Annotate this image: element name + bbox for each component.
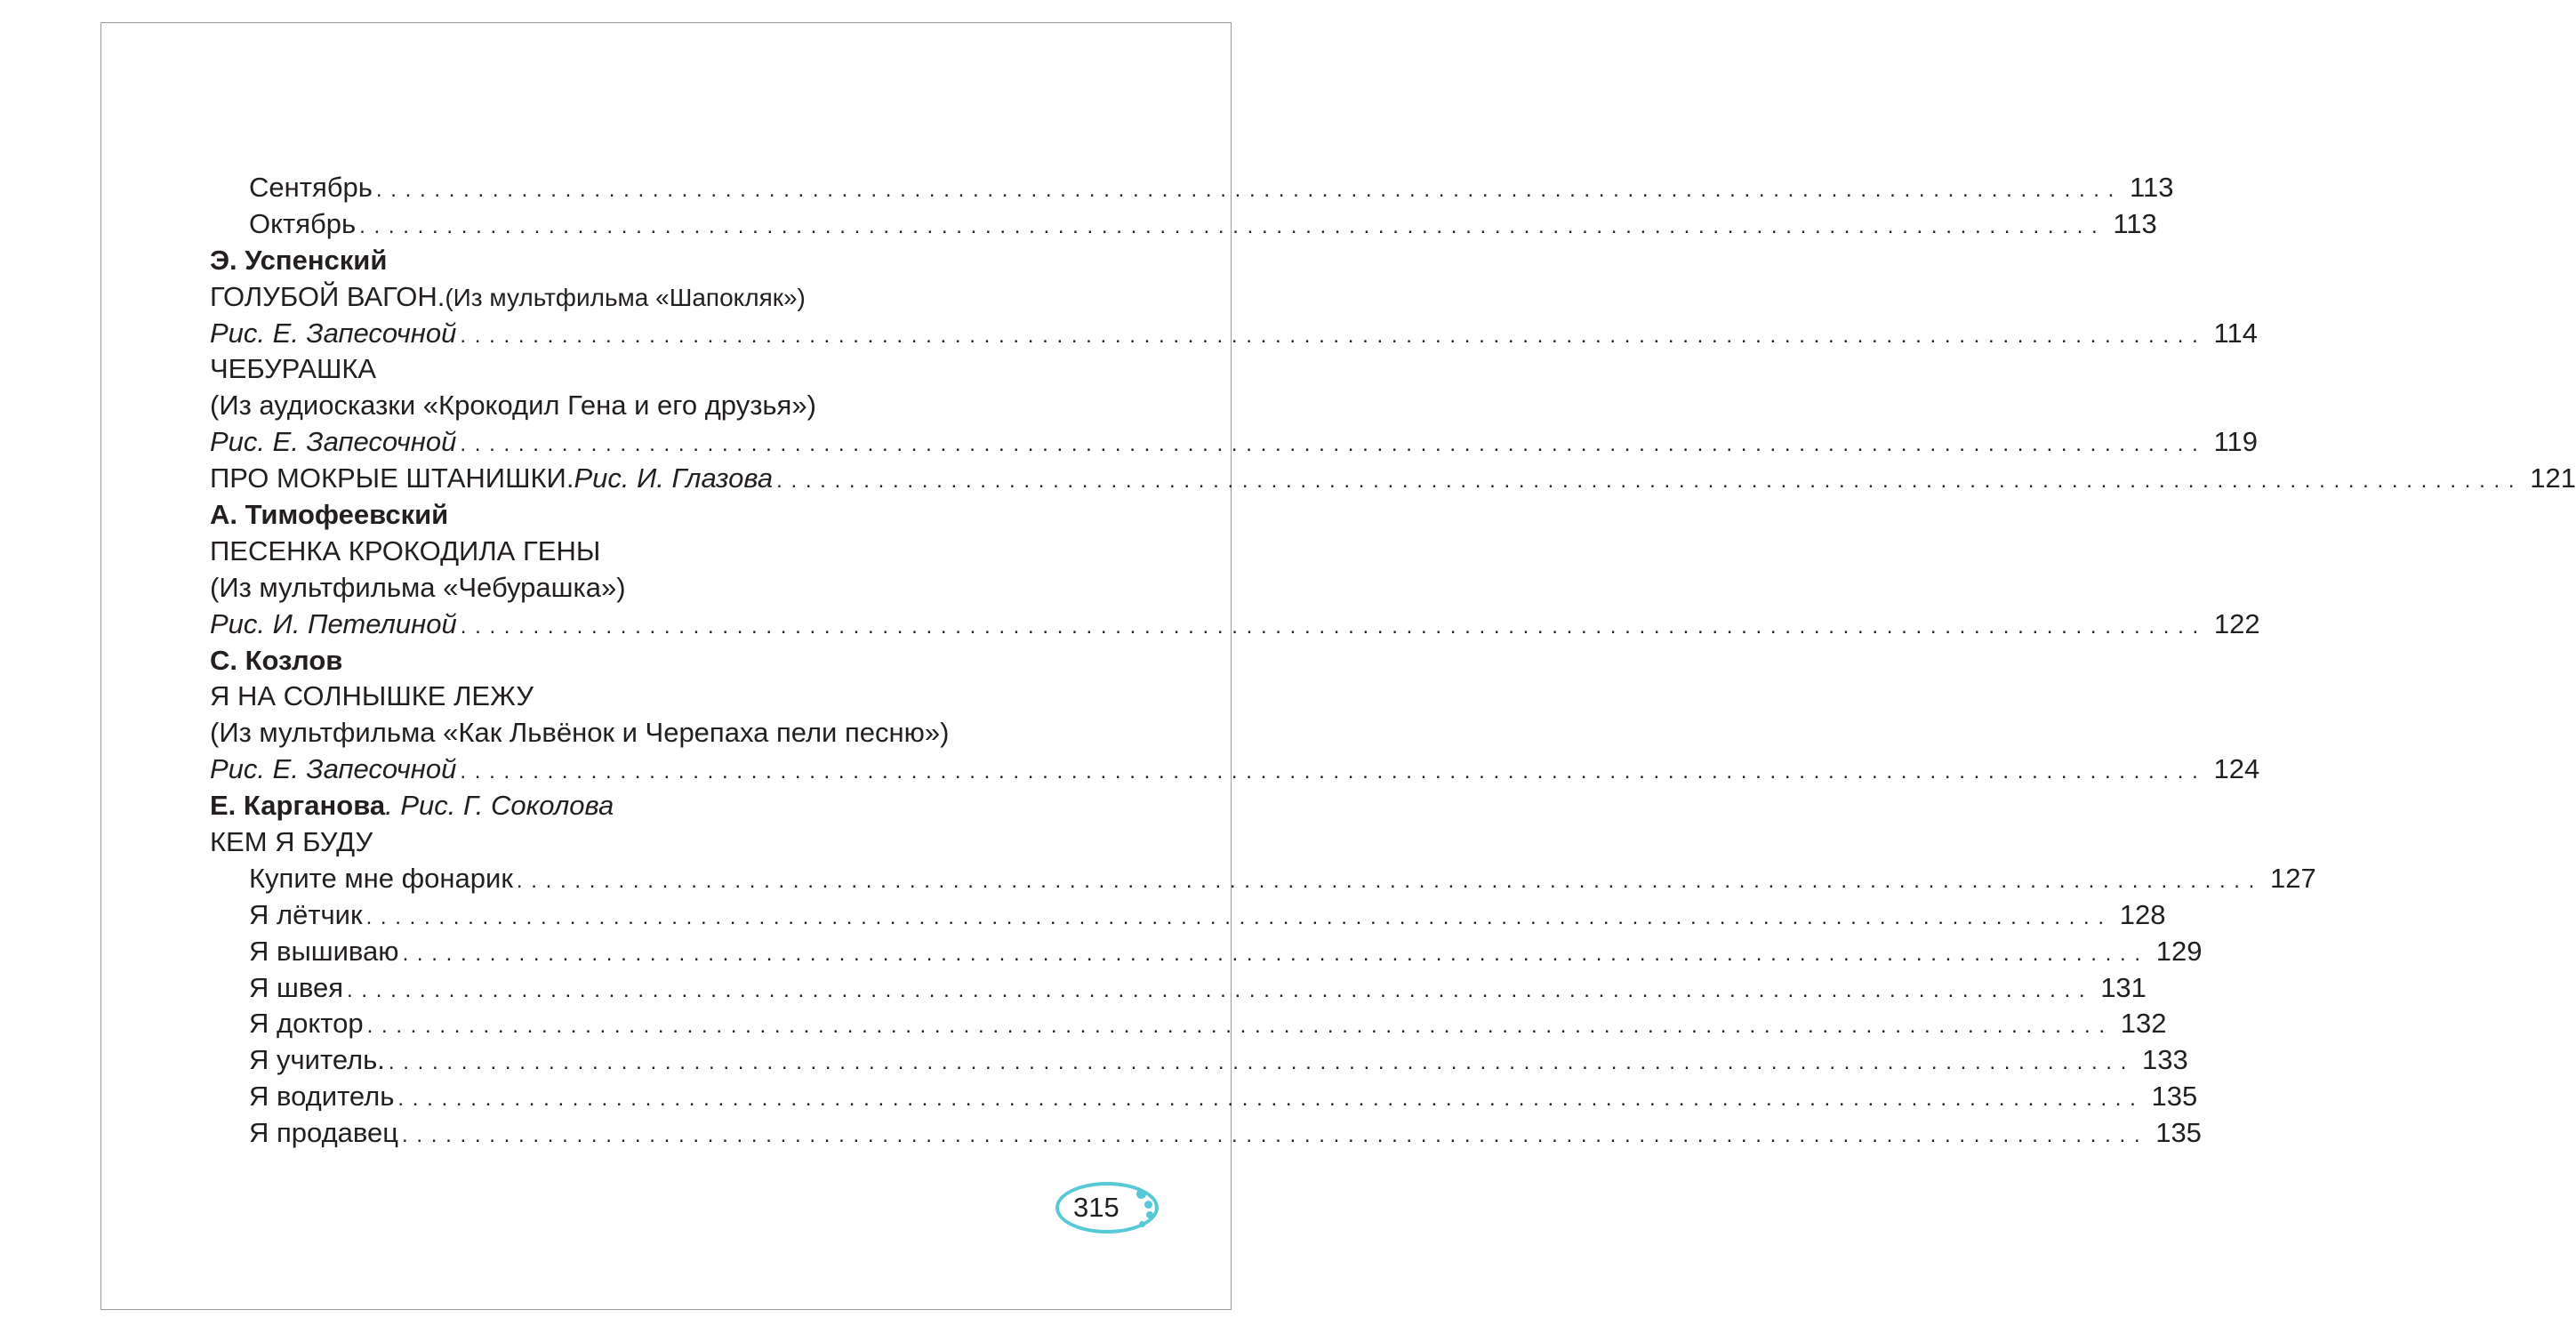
page-number-badge	[1055, 1182, 1159, 1234]
toc-line	[210, 1079, 2198, 1115]
toc-line	[210, 570, 1076, 607]
toc-line	[210, 497, 1076, 534]
dot-leader: ........................................................................................................................	[776, 469, 2524, 494]
dot-leader: ........................................................................................................................	[365, 904, 2113, 929]
toc-page-number: 113	[2113, 207, 2157, 239]
toc-title: Октябрь	[249, 207, 357, 239]
toc-line	[210, 970, 2147, 1007]
toc-line	[210, 243, 1076, 279]
dot-leader: ........................................................................................................................	[366, 1014, 2114, 1039]
toc-title: Я лётчик	[249, 898, 363, 930]
toc-page-number: 119	[2213, 426, 2258, 458]
toc-page-number: 122	[2213, 607, 2260, 639]
toc-page-number: 113	[2130, 172, 2174, 203]
toc-line	[210, 607, 2260, 643]
toc-line	[210, 861, 2316, 897]
toc-title: ГОЛУБОЙ ВАГОН.	[210, 280, 445, 312]
toc-line	[210, 351, 1076, 388]
dot-leader: ........................................................................................................................	[460, 432, 2207, 457]
toc-title: Рис. И. Петелиной	[210, 607, 457, 639]
toc-title: (Из мультфильма «Как Львёнок и Черепаха пели песню»)	[210, 717, 950, 749]
toc-title: Э. Успенский	[210, 244, 388, 276]
badge-dot-2	[1144, 1201, 1152, 1209]
toc-line	[210, 751, 2260, 788]
toc-title: Купите мне фонарик	[249, 862, 513, 894]
toc-title: ПЕСЕНКА КРОКОДИЛА ГЕНЫ	[210, 534, 601, 567]
toc-line	[210, 643, 1076, 679]
toc-line	[210, 715, 1076, 751]
toc-line	[210, 534, 1076, 570]
toc-title: Рис. Е. Запесочной	[210, 317, 457, 349]
dot-leader: ........................................................................................................................	[516, 868, 2264, 893]
toc-line	[210, 1042, 2188, 1079]
toc-line	[210, 824, 1076, 861]
badge-dot-3	[1146, 1211, 1153, 1218]
toc-title: Я швея	[249, 971, 344, 1003]
toc-line	[210, 1115, 2202, 1152]
toc-line	[210, 934, 2203, 970]
toc-title: Рис. Е. Запесочной	[210, 753, 457, 785]
toc-title: Я НА СОЛНЫШКЕ ЛЕЖУ	[210, 680, 534, 712]
toc-title: А. Тимофеевский	[210, 499, 449, 531]
toc-line	[210, 424, 2258, 461]
dot-leader: ........................................................................................................................	[460, 323, 2207, 348]
toc-line	[210, 316, 2258, 352]
toc-page-number: 114	[2213, 317, 2258, 349]
table-of-contents	[210, 170, 2576, 1152]
toc-illustrator: Рис. И. Глазова	[574, 462, 774, 494]
toc-line	[210, 461, 2576, 497]
toc-title: С. Козлов	[210, 644, 343, 676]
badge-dot-1	[1136, 1189, 1146, 1199]
toc-title: Я продавец	[249, 1117, 399, 1149]
dot-leader: ........................................................................................................................	[460, 614, 2207, 639]
toc-line	[210, 388, 1076, 424]
toc-title: (Из аудиосказки «Крокодил Гена и его друзья»)	[210, 390, 816, 422]
badge-dot-4	[1139, 1221, 1145, 1227]
toc-title: Сентябрь	[249, 172, 373, 203]
dot-leader: ........................................................................................................................	[359, 213, 2107, 238]
toc-title: Рис. Е. Запесочной	[210, 426, 457, 458]
toc-page-number: 121	[2530, 462, 2576, 494]
toc-line	[210, 1006, 2167, 1042]
toc-page-number: 129	[2155, 935, 2203, 967]
toc-page-number: 124	[2213, 753, 2260, 785]
toc-title: Я доктор	[249, 1008, 364, 1040]
toc-title: Я вышиваю	[249, 935, 399, 967]
toc-title: (Из мультфильма «Чебурашка»)	[210, 571, 626, 603]
toc-note: (Из мультфильма «Шапокляк»)	[445, 283, 806, 311]
toc-line	[210, 170, 2174, 206]
toc-page-number: 131	[2100, 971, 2147, 1003]
dot-leader: ........................................................................................................................	[402, 941, 2149, 966]
toc-line	[210, 897, 2166, 934]
dot-leader: ........................................................................................................................	[460, 759, 2207, 784]
toc-line	[210, 679, 1076, 715]
toc-line	[210, 788, 1076, 824]
toc-page-number: 127	[2270, 862, 2316, 894]
toc-title: Е. Карганова	[210, 790, 386, 822]
toc-illustrator: . Рис. Г. Соколова	[385, 790, 614, 822]
dot-leader: ........................................................................................................................	[397, 1087, 2145, 1112]
toc-page-number: 132	[2120, 1008, 2167, 1040]
toc-title: КЕМ Я БУДУ	[210, 826, 373, 858]
toc-line	[210, 206, 2157, 243]
toc-page-number: 128	[2119, 898, 2166, 930]
dot-leader: ........................................................................................................................	[388, 1050, 2136, 1075]
page-number: 315	[1073, 1192, 1119, 1223]
toc-page-number: 133	[2142, 1044, 2188, 1076]
toc-page-number: 135	[2155, 1117, 2202, 1149]
toc-title: Я водитель	[249, 1081, 395, 1113]
toc-page-number: 135	[2151, 1081, 2198, 1113]
dot-leader: ........................................................................................................................	[375, 178, 2123, 202]
toc-line	[210, 279, 1076, 316]
toc-title: Я учитель.	[249, 1044, 385, 1076]
toc-title: ЧЕБУРАШКА	[210, 353, 377, 385]
dot-leader: ........................................................................................................................	[347, 977, 2094, 1002]
dot-leader: ........................................................................................................................	[402, 1123, 2149, 1148]
toc-title: ПРО МОКРЫЕ ШТАНИШКИ.	[210, 462, 574, 494]
